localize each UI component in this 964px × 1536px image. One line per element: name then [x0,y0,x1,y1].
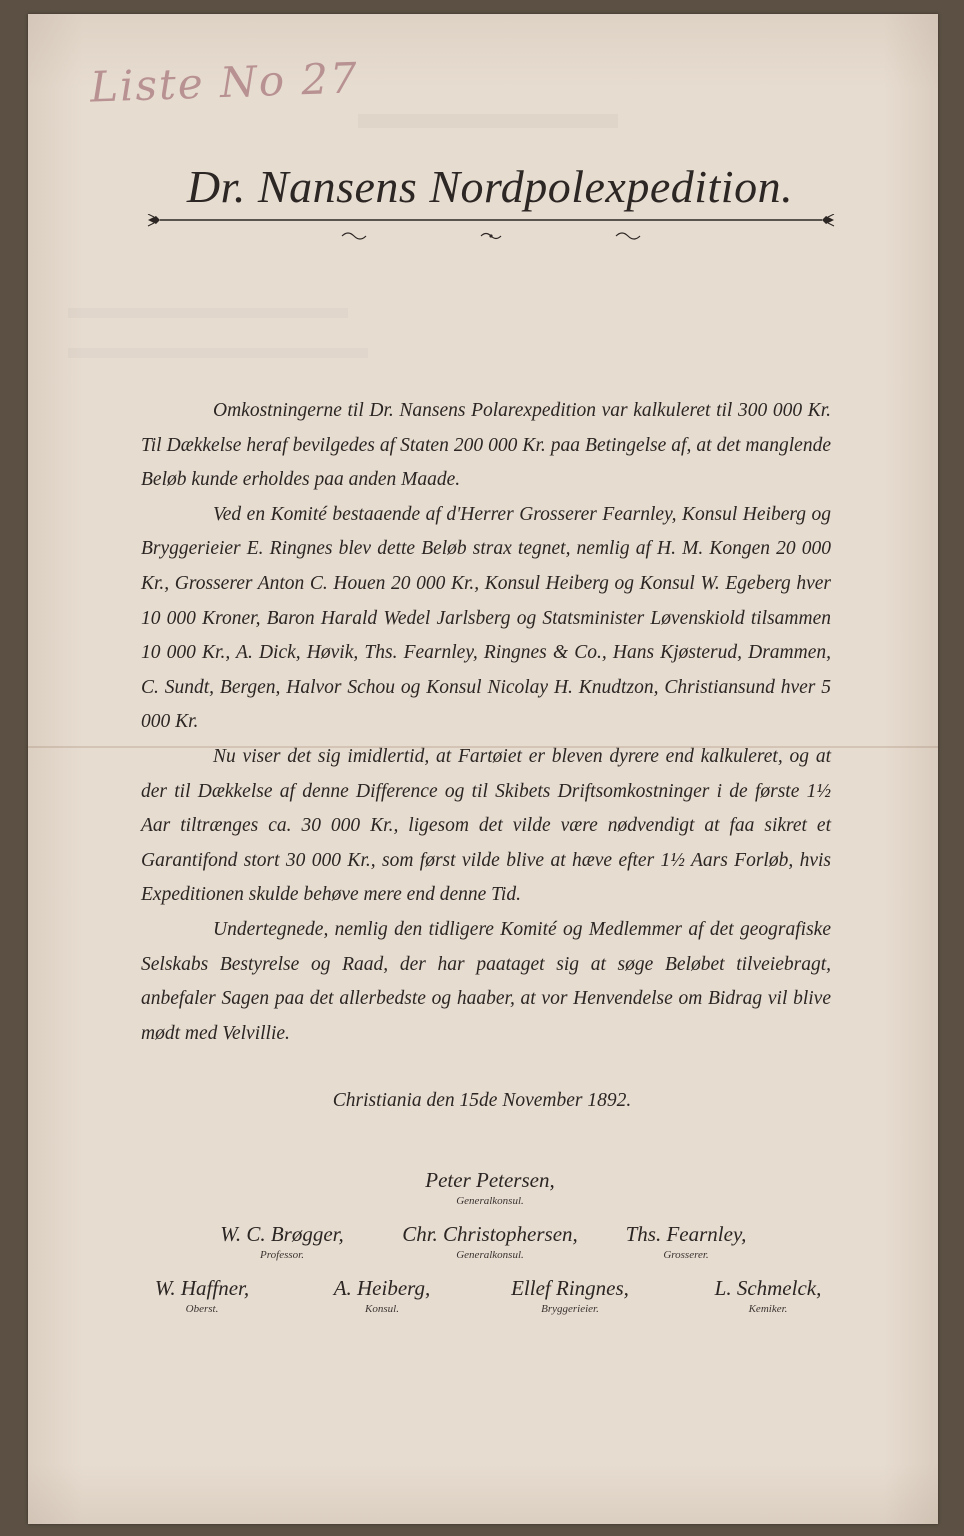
document-title: Dr. Nansens Nordpolexpedition. [186,161,794,212]
paragraph: Nu viser det sig imidlertid, at Fartøiet er bleven dyrere end kalkuleret, og at der til Dækkelse af denne Difference og til Skibets Driftsomkostninger i de første 1½ Aar tiltrænges ca. 30 000 Kr., ligesom det vilde være nødvendigt at faa sikret et Garantifond stort 30 000 Kr., som først vilde blive at hæve efter 1½ Aars Forløb, hvis Expeditionen skulde behøve mere end denne Tid. [141,745,831,906]
paragraph: Omkostningerne til Dr. Nansens Polarexpedition var kalkuleret til 300 000 Kr. Til Dækkelse heraf bevilgedes af Staten 200 000 Kr. paa Betingelse af, at det manglende Beløb kunde erholdes paa anden Maade. [141,400,831,491]
signatory-name: Ellef Ringnes, [511,1276,629,1300]
show-through-mark [358,114,618,128]
signatory-title: Professor. [260,1249,304,1261]
signatory-title: Konsul. [365,1303,399,1315]
signatory [162,1222,402,1261]
signatory-name: A. Heiberg, [333,1276,431,1300]
signatory-name: W. Haffner, [154,1276,250,1300]
signatory [566,1222,806,1261]
paragraph: Ved en Komité bestaaende af d'Herrer Grosserer Fearnley, Konsul Heiberg og Bryggerieier E. Ringnes blev dette Beløb strax tegnet, nemlig af H. M. Kongen 20 000 Kr., Grosserer Anton C. Houen 20 000 Kr., Konsul Heiberg og Konsul W. Egeberg hver 10 000 Kroner, Baron Harald Wedel Jarlsberg og Statsminister Løvenskiold tilsammen 10 000 Kr., A. Dick, Høvik, Ths. Fearnley, Ringnes & Co., Hans Kjøsterud, Drammen, C. Sundt, Bergen, Halvor Schou og Konsul Nicolay H. Knudtzon, Christiansund hver 5 000 Kr. [141,503,831,733]
signatory-title: Generalkonsul. [456,1195,524,1207]
paragraph: Undertegnede, nemlig den tidligere Komité og Medlemmer af det geografiske Selskabs Bestyrelse og Raad, der har paataget sig at søge Beløbet tilveiebragt, anbefaler Sagen paa det allerbedste og haaber, at vor Henvendelse om Bidrag vil blive mødt med Velvillie. [141,918,831,1044]
date-line: Christiania den 15de November 1892. [332,1090,632,1111]
show-through-mark [68,348,368,358]
signatory [648,1276,888,1315]
signatory-title: Oberst. [185,1303,219,1315]
show-through-mark [68,308,348,318]
ornamental-rule [146,214,836,244]
signatory-name: W. C. Brøgger, [220,1222,344,1246]
signatory-name: Ths. Fearnley, [625,1222,747,1246]
signatory-name: L. Schmelck, [714,1276,822,1300]
signatory-title: Grosserer. [663,1249,709,1261]
signatory-title: Bryggerieier. [541,1303,599,1315]
signatory-title: Kemiker. [748,1303,788,1315]
handwritten-list-number: Liste No 27 [89,53,360,112]
letter-body [141,394,831,1051]
signatory-name: Chr. Christophersen, [402,1222,578,1246]
signatory [370,1168,610,1207]
signatory-title: Generalkonsul. [456,1249,524,1261]
signatory-name: Peter Petersen, [425,1168,555,1192]
